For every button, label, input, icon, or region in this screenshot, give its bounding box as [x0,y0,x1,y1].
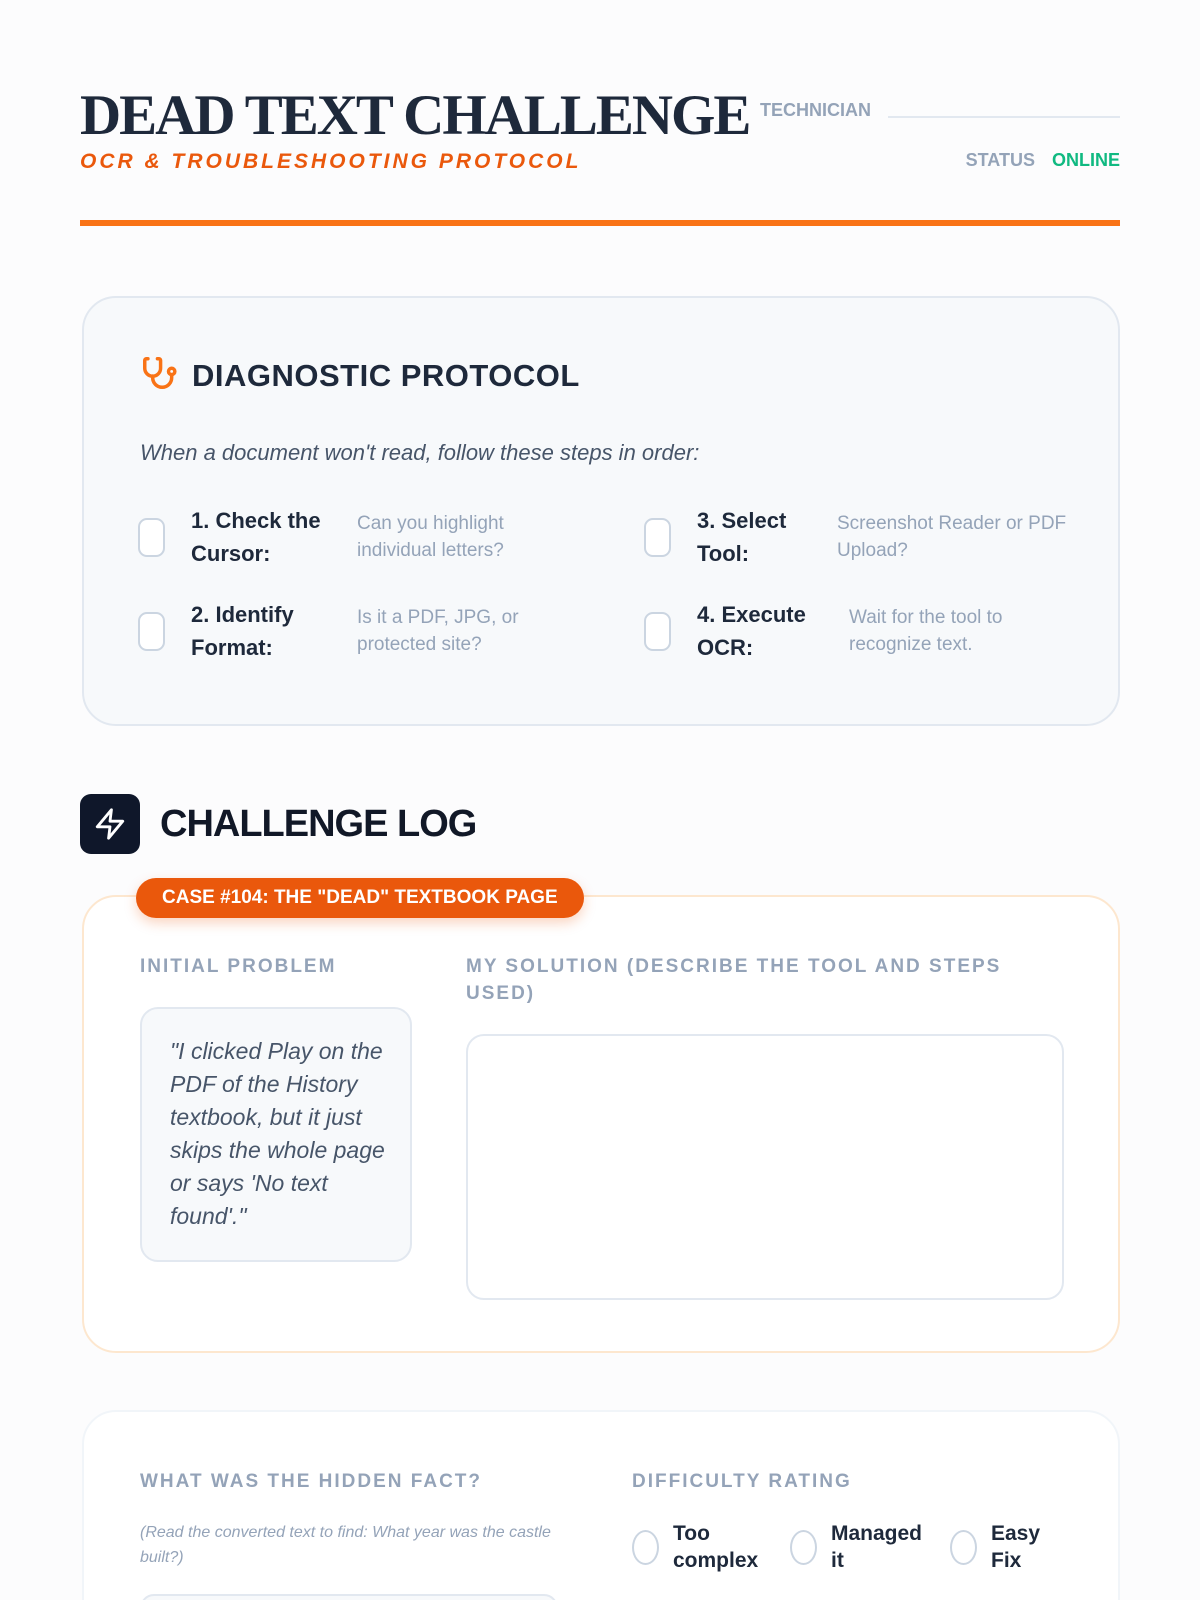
difficulty-radio[interactable] [790,1530,817,1565]
step-3-checkbox[interactable] [644,518,671,557]
step-2-hint: Is it a PDF, JPG, or protected site? [357,607,519,655]
hidden-fact-input[interactable] [140,1594,558,1600]
challenge-log-header [80,794,476,854]
case-card [82,895,1120,1353]
step-1-hint: Can you highlight individual letters? [357,513,504,561]
difficulty-option-label: Managed it [831,1522,923,1572]
problem-quote: "I clicked Play on the PDF of the History textbook, but it just skips the whole page or says 'No text found'." [170,1038,385,1229]
step-3-hint: Screenshot Reader or PDF Upload? [837,513,1067,561]
step-3 [644,504,1067,570]
page-subtitle: OCR & TROUBLESHOOTING PROTOCOL [80,150,582,173]
status-indicator [966,150,1120,171]
diagnostic-title: DIAGNOSTIC PROTOCOL [192,357,580,393]
technician-label: TECHNICIAN [760,100,871,120]
challenge-log-title: CHALLENGE LOG [160,802,477,845]
difficulty-option-easy-fix[interactable] [950,1520,1051,1574]
lightning-bolt-icon [80,794,140,854]
difficulty-radio[interactable] [632,1530,659,1565]
technician-input-line[interactable] [888,116,1120,118]
diagnostic-intro: When a document won't read, follow these steps in order: [140,440,700,465]
step-1 [138,504,557,570]
diagnostic-protocol-card [82,296,1120,726]
difficulty-option-managed-it[interactable] [790,1520,931,1574]
solution-label: MY SOLUTION (DESCRIBE THE TOOL AND STEPS USED) [466,956,1002,1004]
status-label: STATUS [965,150,1035,170]
step-4-label: 4. Execute OCR: [697,602,806,660]
diagnostic-header [140,354,580,397]
status-value: ONLINE [1051,150,1120,170]
page-title: DEAD TEXT CHALLENGE [80,84,750,147]
difficulty-option-label: Easy Fix [991,1522,1041,1572]
technician-field[interactable] [760,100,1120,121]
step-2-label: 2. Identify Format: [191,602,294,660]
difficulty-option-label: Too complex [673,1522,759,1572]
step-4 [644,598,1049,664]
hidden-fact-label: WHAT WAS THE HIDDEN FACT? [140,1471,483,1492]
header-divider [80,220,1120,226]
step-4-checkbox[interactable] [644,612,671,651]
step-4-hint: Wait for the tool to recognize text. [849,607,1003,655]
page-header [80,84,1120,174]
fact-difficulty-card [82,1410,1120,1600]
solution-textarea[interactable] [466,1034,1064,1300]
step-1-checkbox[interactable] [138,518,165,557]
difficulty-label: DIFFICULTY RATING [632,1471,852,1492]
stethoscope-icon [140,354,192,397]
initial-problem-label: INITIAL PROBLEM [140,956,337,977]
case-badge: CASE #104: THE "DEAD" TEXTBOOK PAGE [136,878,584,918]
step-2-checkbox[interactable] [138,612,165,651]
step-2 [138,598,557,664]
problem-quote-box [140,1007,412,1262]
step-3-label: 3. Select Tool: [697,508,787,566]
difficulty-option-too-complex[interactable] [632,1520,769,1574]
difficulty-radio[interactable] [950,1530,977,1565]
hidden-fact-hint: (Read the converted text to find: What year was the castle built?) [140,1524,551,1566]
step-1-label: 1. Check the Cursor: [191,508,321,566]
